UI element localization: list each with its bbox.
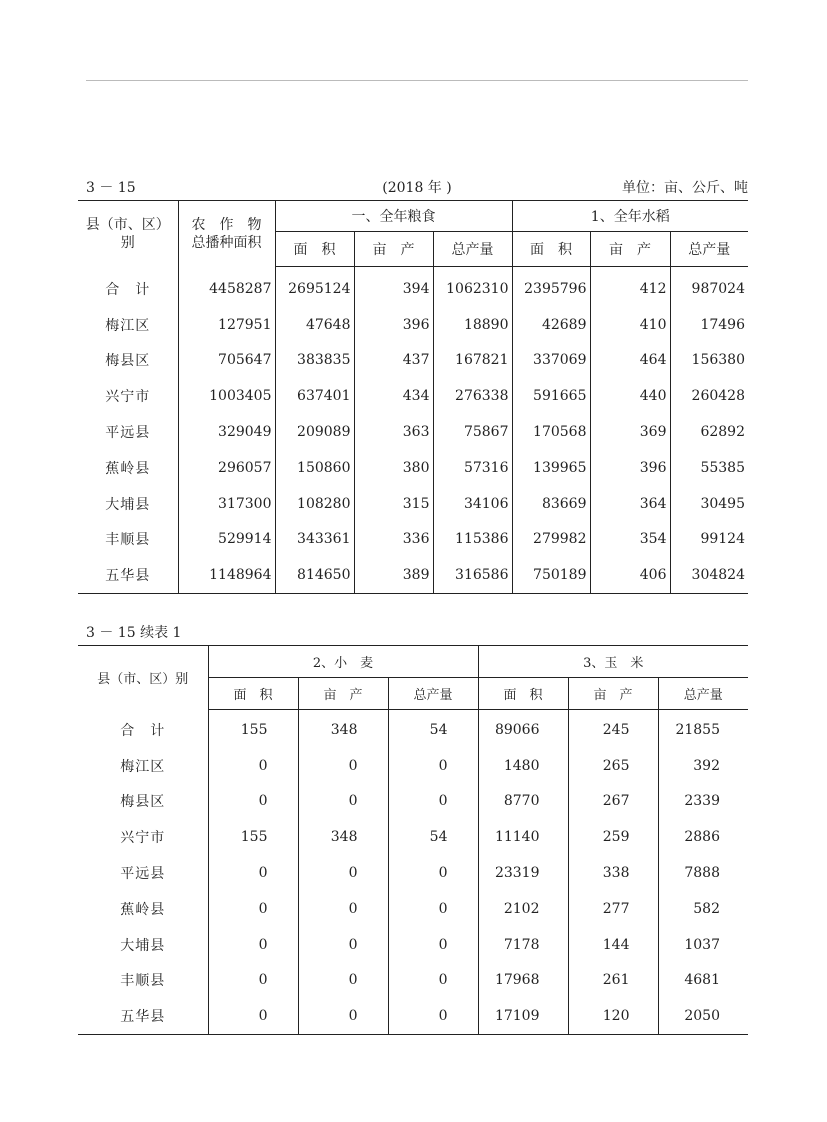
- county-header: 县（市、区）别: [78, 646, 208, 710]
- grain-yield-cell: 380: [354, 450, 433, 486]
- corn-yield-cell: 338: [568, 855, 658, 891]
- corn-output-cell: 1037: [658, 927, 748, 963]
- county-name: 平远县: [105, 425, 151, 442]
- wheat-yield-cell: 0: [298, 855, 388, 891]
- corn-output-header: 总产量: [658, 678, 748, 710]
- corn-output-cell: 582: [658, 891, 748, 927]
- wheat-area-cell: 0: [208, 784, 298, 820]
- rice-yield-cell: 410: [590, 307, 670, 343]
- wheat-output-cell: 0: [388, 855, 478, 891]
- county-name: 梅江区: [105, 317, 151, 334]
- grain-output-cell: 18890: [433, 307, 512, 343]
- table-row: [78, 998, 748, 1034]
- table-row: [78, 963, 748, 999]
- table-row: [78, 343, 748, 379]
- table-row: [78, 522, 748, 558]
- wheat-yield-cell: 0: [298, 784, 388, 820]
- table-row: [78, 267, 748, 307]
- rice-yield-cell: 440: [590, 378, 670, 414]
- wheat-yield-cell: 0: [298, 891, 388, 927]
- corn-output-cell: 21855: [658, 710, 748, 748]
- corn-area-cell: 23319: [478, 855, 568, 891]
- corn-output-cell: 4681: [658, 963, 748, 999]
- grain-output-cell: 1062310: [433, 267, 512, 307]
- grain-area-cell: 209089: [275, 414, 354, 450]
- table-row: [78, 784, 748, 820]
- sown-area-header: [178, 201, 275, 267]
- grain-output-header: 总产量: [433, 232, 512, 267]
- grain-output-cell: 34106: [433, 486, 512, 522]
- sown-area-cell: 4458287: [178, 267, 275, 307]
- table-row: [78, 557, 748, 593]
- rice-yield-cell: 406: [590, 557, 670, 593]
- table-row: [78, 307, 748, 343]
- grain-yield-cell: 394: [354, 267, 433, 307]
- wheat-area-cell: 0: [208, 963, 298, 999]
- corn-area-cell: 8770: [478, 784, 568, 820]
- wheat-output-header: 总产量: [388, 678, 478, 710]
- corn-area-cell: 2102: [478, 891, 568, 927]
- grain-area-cell: 814650: [275, 557, 354, 593]
- wheat-area-header: 面 积: [208, 678, 298, 710]
- corn-output-cell: 2886: [658, 819, 748, 855]
- county-name: 梅县区: [105, 353, 151, 370]
- table-row: [78, 378, 748, 414]
- corn-group-header: 3、玉 米: [478, 646, 748, 678]
- county-name: 兴宁市: [105, 389, 151, 406]
- corn-yield-cell: 120: [568, 998, 658, 1034]
- corn-yield-cell: 277: [568, 891, 658, 927]
- table-row: [78, 486, 748, 522]
- rice-output-cell: 260428: [670, 378, 748, 414]
- county-name: 梅江区: [120, 758, 166, 775]
- wheat-area-cell: 155: [208, 710, 298, 748]
- county-name: 五华县: [78, 998, 208, 1034]
- grain-yield-cell: 396: [354, 307, 433, 343]
- table-row: [78, 891, 748, 927]
- rice-area-cell: 42689: [512, 307, 590, 343]
- wheat-corn-table: [78, 645, 748, 1035]
- wheat-output-cell: 0: [388, 748, 478, 784]
- wheat-area-cell: 0: [208, 891, 298, 927]
- wheat-yield-cell: 348: [298, 710, 388, 748]
- table-row: [78, 710, 748, 748]
- grain-yield-cell: 437: [354, 343, 433, 379]
- table1-unit: 单位：亩、公斤、吨: [622, 180, 748, 196]
- corn-output-cell: 392: [658, 748, 748, 784]
- corn-yield-cell: 265: [568, 748, 658, 784]
- wheat-group-header: 2、小 麦: [208, 646, 478, 678]
- grain-area-cell: 343361: [275, 522, 354, 558]
- grain-area-header: 面 积: [275, 232, 354, 267]
- rice-yield-cell: 354: [590, 522, 670, 558]
- page-header-rule: [86, 80, 748, 81]
- table1-year: (2018 年 ): [382, 180, 452, 196]
- rice-area-cell: 170568: [512, 414, 590, 450]
- rice-output-cell: 55385: [670, 450, 748, 486]
- rice-area-cell: 139965: [512, 450, 590, 486]
- corn-area-cell: 89066: [478, 710, 568, 748]
- corn-area-cell: 11140: [478, 819, 568, 855]
- wheat-area-cell: 0: [208, 748, 298, 784]
- wheat-area-cell: 155: [208, 819, 298, 855]
- corn-yield-cell: 245: [568, 710, 658, 748]
- grain-yield-cell: 336: [354, 522, 433, 558]
- corn-yield-cell: 267: [568, 784, 658, 820]
- grain-yield-cell: 434: [354, 378, 433, 414]
- corn-area-cell: 17109: [478, 998, 568, 1034]
- sown-area-cell: 705647: [178, 343, 275, 379]
- county-name: 梅县区: [120, 794, 166, 811]
- grain-area-cell: 2695124: [275, 267, 354, 307]
- grain-yield-cell: 315: [354, 486, 433, 522]
- grain-area-cell: 150860: [275, 450, 354, 486]
- wheat-yield-cell: 0: [298, 927, 388, 963]
- county-name: 合 计: [105, 281, 151, 298]
- county-name: 大埔县: [105, 496, 151, 513]
- county-header: [78, 201, 178, 267]
- grain-area-cell: 108280: [275, 486, 354, 522]
- wheat-area-cell: 0: [208, 998, 298, 1034]
- wheat-output-cell: 0: [388, 998, 478, 1034]
- rice-area-cell: 2395796: [512, 267, 590, 307]
- grain-yield-cell: 363: [354, 414, 433, 450]
- grain-rice-table: [78, 200, 748, 594]
- rice-area-cell: 750189: [512, 557, 590, 593]
- rice-area-header: 面 积: [512, 232, 590, 267]
- grain-area-cell: 383835: [275, 343, 354, 379]
- sown-area-header-line2: 总播种面积: [191, 234, 262, 251]
- rice-yield-cell: 364: [590, 486, 670, 522]
- rice-output-cell: 987024: [670, 267, 748, 307]
- grain-area-cell: 47648: [275, 307, 354, 343]
- sown-area-cell: 1148964: [178, 557, 275, 593]
- wheat-yield-cell: 0: [298, 963, 388, 999]
- county-name: 蕉岭县: [120, 901, 166, 918]
- rice-output-cell: 156380: [670, 343, 748, 379]
- county-name: 平远县: [120, 866, 166, 883]
- sown-area-cell: 329049: [178, 414, 275, 450]
- rice-yield-header: 亩 产: [590, 232, 670, 267]
- corn-output-cell: 2339: [658, 784, 748, 820]
- county-name: 蕉岭县: [105, 460, 151, 477]
- wheat-yield-cell: 0: [298, 748, 388, 784]
- table-row: [78, 855, 748, 891]
- corn-area-cell: 7178: [478, 927, 568, 963]
- grain-output-cell: 316586: [433, 557, 512, 593]
- grain-yield-header: 亩 产: [354, 232, 433, 267]
- wheat-output-cell: 0: [388, 963, 478, 999]
- rice-output-cell: 17496: [670, 307, 748, 343]
- grain-output-cell: 115386: [433, 522, 512, 558]
- rice-group-header: 1、全年水稻: [512, 201, 748, 232]
- corn-yield-cell: 261: [568, 963, 658, 999]
- rice-output-cell: 30495: [670, 486, 748, 522]
- rice-area-cell: 337069: [512, 343, 590, 379]
- rice-area-cell: 279982: [512, 522, 590, 558]
- grain-output-cell: 276338: [433, 378, 512, 414]
- county-name: 兴宁市: [120, 830, 166, 847]
- county-name: 五华县: [78, 557, 178, 593]
- rice-yield-cell: 412: [590, 267, 670, 307]
- rice-output-cell: 304824: [670, 557, 748, 593]
- county-header-line1: 县（市、区）: [85, 216, 170, 233]
- sown-area-cell: 529914: [178, 522, 275, 558]
- corn-area-cell: 17968: [478, 963, 568, 999]
- corn-area-header: 面 积: [478, 678, 568, 710]
- county-header-line2: 别: [120, 234, 135, 251]
- county-name: 丰顺县: [120, 973, 166, 990]
- sown-area-cell: 1003405: [178, 378, 275, 414]
- table-row: [78, 927, 748, 963]
- county-name: 合 计: [120, 722, 166, 739]
- corn-area-cell: 1480: [478, 748, 568, 784]
- rice-output-cell: 62892: [670, 414, 748, 450]
- rice-area-cell: 591665: [512, 378, 590, 414]
- corn-output-cell: 2050: [658, 998, 748, 1034]
- sown-area-cell: 296057: [178, 450, 275, 486]
- grain-yield-cell: 389: [354, 557, 433, 593]
- table-row: [78, 748, 748, 784]
- table1-number: 3 － 15: [86, 180, 136, 196]
- rice-yield-cell: 396: [590, 450, 670, 486]
- wheat-yield-header: 亩 产: [298, 678, 388, 710]
- corn-output-cell: 7888: [658, 855, 748, 891]
- rice-output-header: 总产量: [670, 232, 748, 267]
- rice-yield-cell: 369: [590, 414, 670, 450]
- grain-group-header: 一、全年粮食: [275, 201, 512, 232]
- wheat-yield-cell: 348: [298, 819, 388, 855]
- wheat-output-cell: 0: [388, 891, 478, 927]
- table-row: [78, 450, 748, 486]
- grain-output-cell: 57316: [433, 450, 512, 486]
- sown-area-header-line1: 农 作 物: [191, 216, 262, 233]
- wheat-yield-cell: 0: [298, 998, 388, 1034]
- wheat-area-cell: 0: [208, 855, 298, 891]
- table2-title: 3 － 15 续表 1: [86, 625, 182, 641]
- grain-output-cell: 75867: [433, 414, 512, 450]
- wheat-output-cell: 0: [388, 927, 478, 963]
- county-name: 丰顺县: [105, 532, 151, 549]
- grain-output-cell: 167821: [433, 343, 512, 379]
- sown-area-cell: 127951: [178, 307, 275, 343]
- wheat-output-cell: 0: [388, 784, 478, 820]
- grain-area-cell: 637401: [275, 378, 354, 414]
- rice-yield-cell: 464: [590, 343, 670, 379]
- corn-yield-cell: 259: [568, 819, 658, 855]
- table-row: [78, 819, 748, 855]
- wheat-area-cell: 0: [208, 927, 298, 963]
- wheat-output-cell: 54: [388, 819, 478, 855]
- rice-output-cell: 99124: [670, 522, 748, 558]
- wheat-output-cell: 54: [388, 710, 478, 748]
- county-name: 大埔县: [120, 937, 166, 954]
- sown-area-cell: 317300: [178, 486, 275, 522]
- table-row: [78, 414, 748, 450]
- corn-yield-cell: 144: [568, 927, 658, 963]
- corn-yield-header: 亩 产: [568, 678, 658, 710]
- rice-area-cell: 83669: [512, 486, 590, 522]
